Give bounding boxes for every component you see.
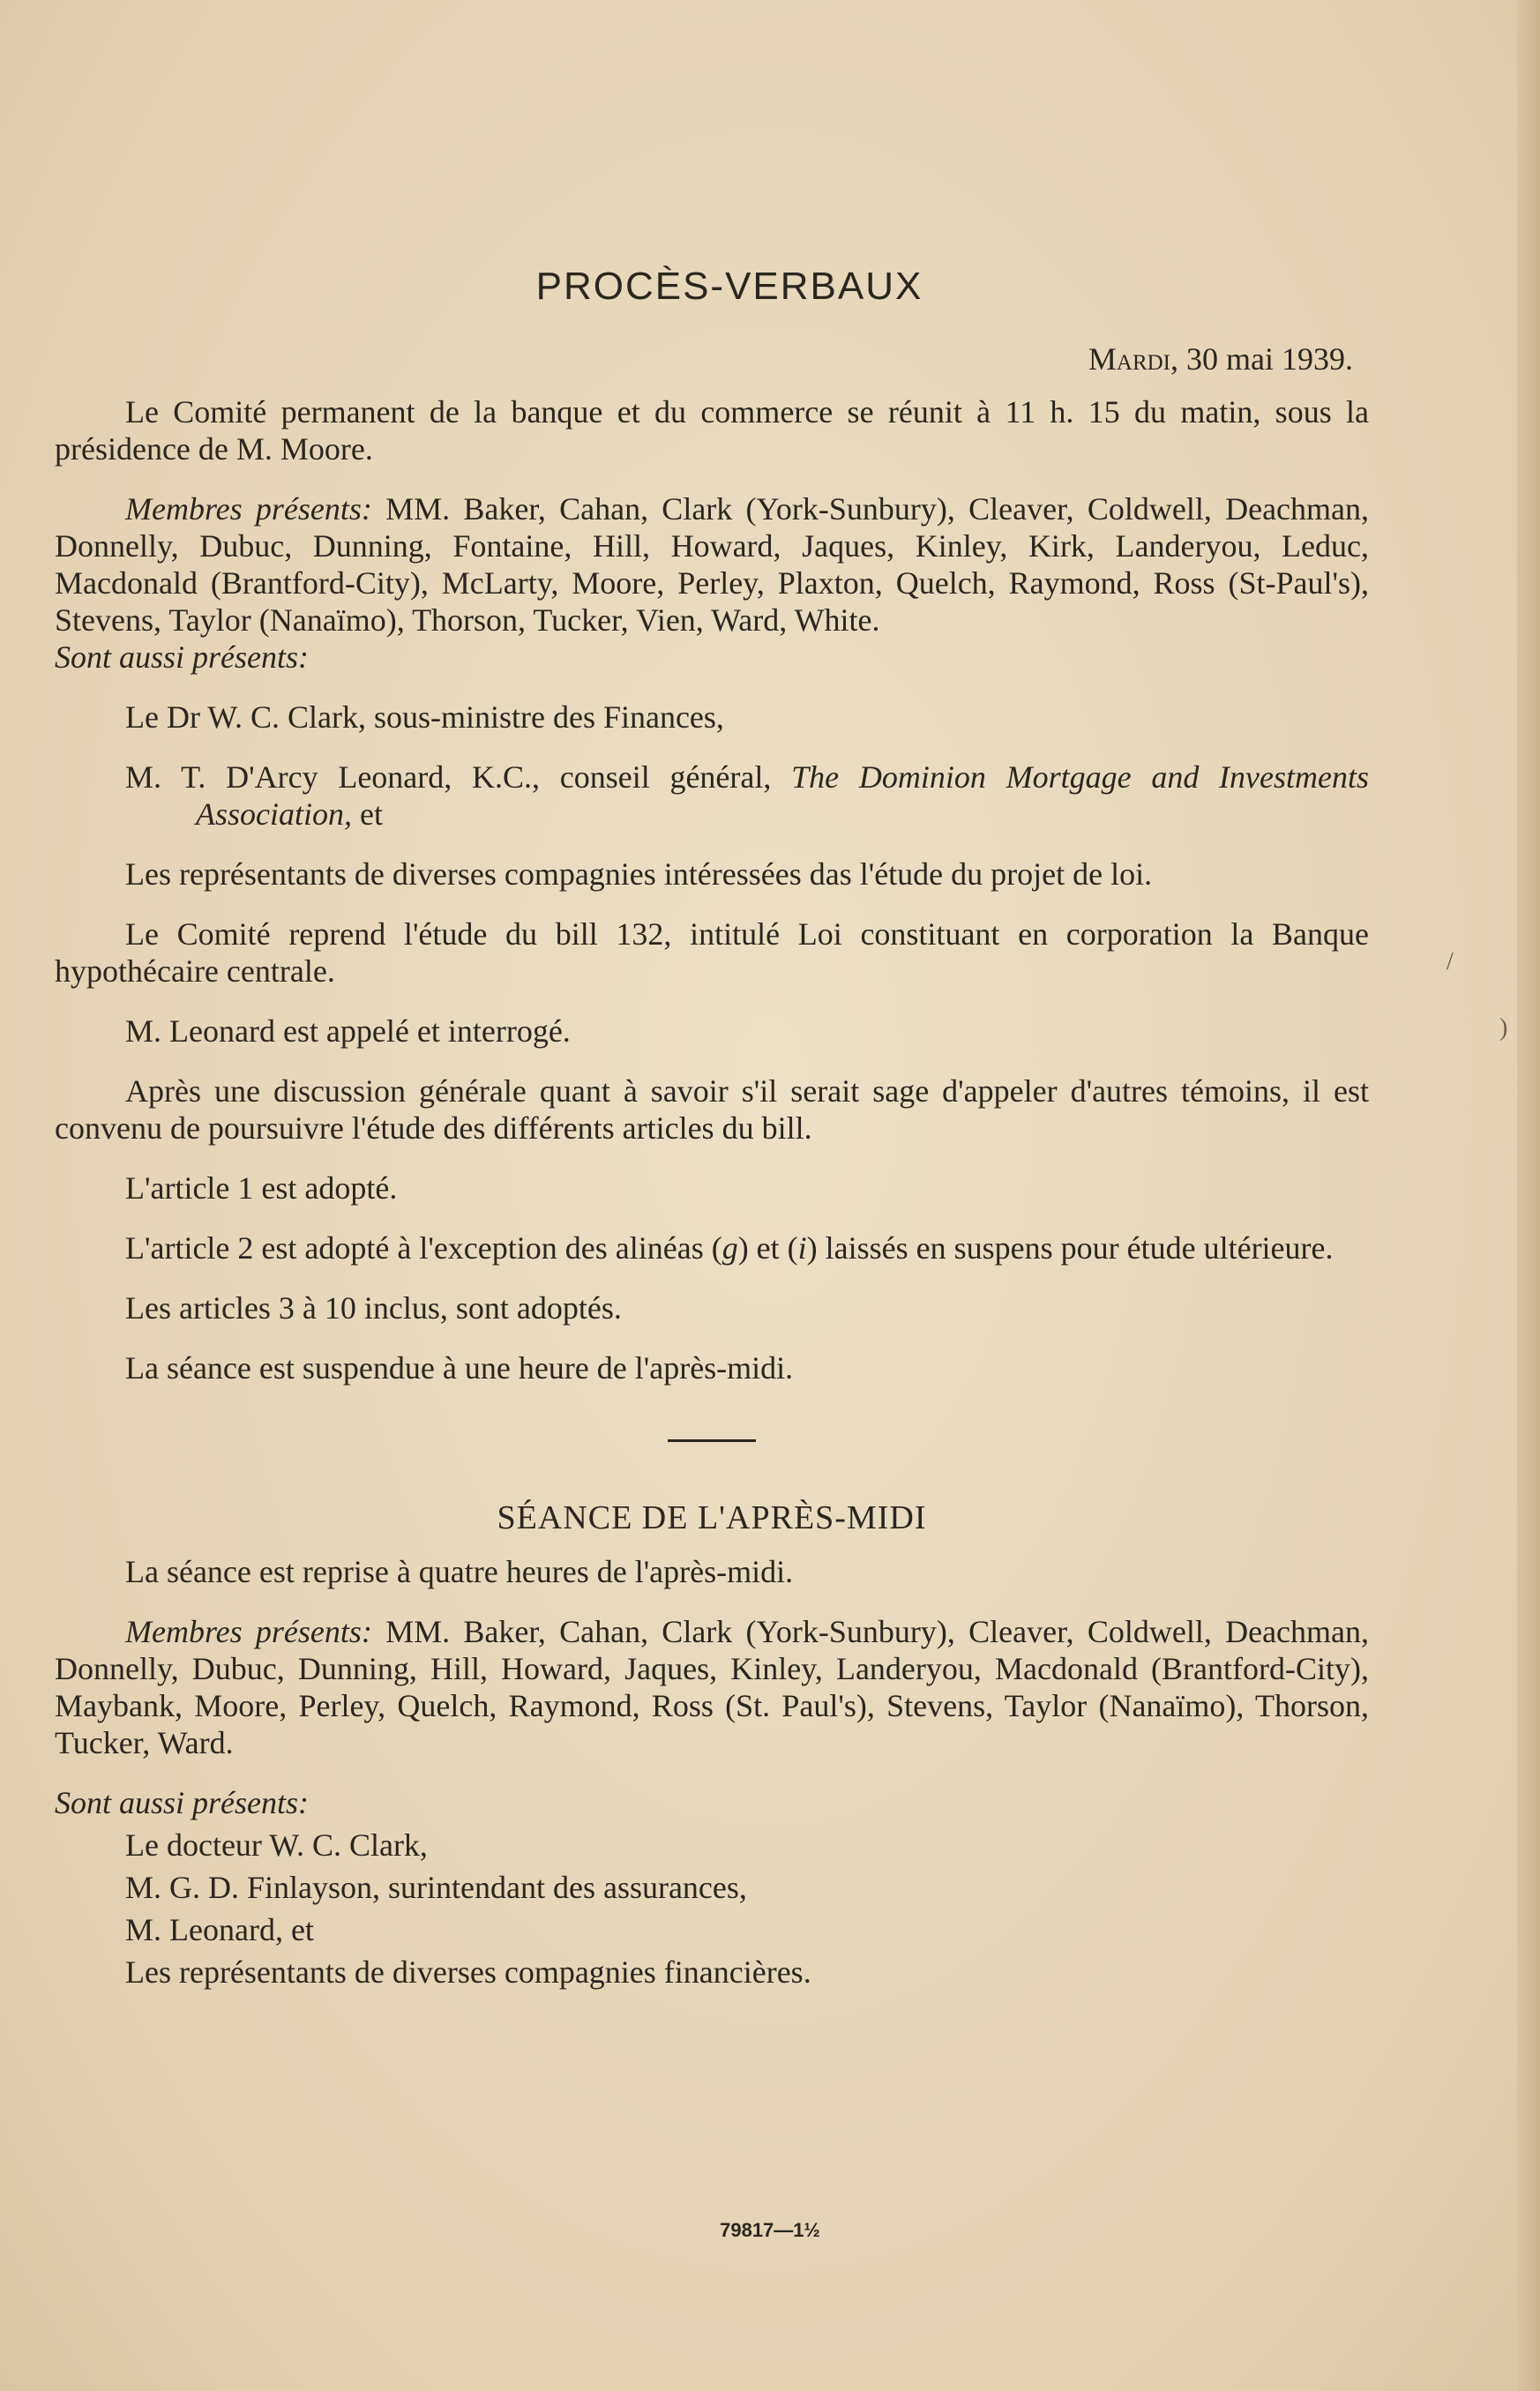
bill-paragraph: Le Comité reprend l'étude du bill 132, intitulé Loi constituant en corporation la Banque hypothécaire centrale. (55, 916, 1369, 989)
article-2-paragraph (55, 1229, 1369, 1266)
attendee-leonard-suffix: et (360, 796, 383, 832)
members-list: MM. Baker, Cahan, Clark (York-Sunbury), Cleaver, Coldwell, Deachman, Donnelly, Dubuc, Dunning, Fontaine, Hill, Howard, Jaques, Kinley, Kirk, Landeryou, Leduc, Macdonald (Brantford-City), McLarty, Moore, Perley, Plaxton, Quelch, Raymond, Ross (St-Paul's), Stevens, Taylor (Nanaïmo), Thorson, Tucker, Vien, Ward, White. (55, 491, 1370, 638)
members-present-paragraph (55, 490, 1369, 639)
attendee-representatives: Les représentants de diverses compagnies intéressées das l'étude du projet de loi. (125, 856, 1153, 892)
also-present-label: Sont aussi présents: (55, 639, 309, 675)
attendee-clark: Le Dr W. C. Clark, sous-ministre des Finances, (125, 699, 724, 735)
discussion-paragraph: Après une discussion générale quant à savoir s'il serait sage d'appeler d'autres témoins, il est convenu de poursuivre l'étude des différents articles du bill. (55, 1073, 1369, 1146)
members-label: Membres présents: (125, 491, 372, 527)
afternoon-attendee-clark: Le docteur W. C. Clark, (125, 1827, 428, 1863)
page-content (55, 265, 1369, 1996)
page-title: PROCÈS-VERBAUX (535, 265, 923, 308)
opening-paragraph: Le Comité permanent de la banque et du commerce se réunit à 11 h. 15 du matin, sous la présidence de M. Moore. (55, 394, 1369, 467)
article-1-paragraph: L'article 1 est adopté. (125, 1170, 398, 1206)
suspension-paragraph: La séance est suspendue à une heure de l'après-midi. (125, 1350, 794, 1386)
alinea-g: g (721, 1230, 738, 1266)
page-edge (1517, 0, 1540, 2391)
association-name: The Dominion Mortgage and Investments Association, (196, 759, 1370, 832)
afternoon-attendee-finlayson: M. G. D. Finlayson, surintendant des assurances, (125, 1870, 747, 1905)
afternoon-attendee-representatives: Les représentants de diverses compagnies financières. (125, 1954, 811, 1990)
printer-code: 79817—1½ (720, 2219, 820, 2241)
date-day: Mardi (1088, 341, 1171, 377)
article-2-text-c: ) laissés en suspens pour étude ultérieure. (806, 1230, 1334, 1266)
articles-3-10-paragraph: Les articles 3 à 10 inclus, sont adoptés. (125, 1290, 622, 1326)
afternoon-members-paragraph (55, 1613, 1369, 1761)
afternoon-attendee-leonard: M. Leonard, et (125, 1912, 314, 1947)
date-rest: , 30 mai 1939. (1170, 341, 1353, 377)
afternoon-members-list: MM. Baker, Cahan, Clark (York-Sunbury), Cleaver, Coldwell, Deachman, Donnelly, Dubuc, Dunning, Hill, Howard, Jaques, Kinley, Landeryou, Macdonald (Brantford-City), Maybank, Moore, Perley, Quelch, Raymond, Ross (St. Paul's), Stevens, Taylor (Nanaïmo), Thorson, Tucker, Ward. (55, 1614, 1370, 1760)
dateline (55, 340, 1353, 377)
article-2-text-a: L'article 2 est adopté à l'exception des alinéas ( (125, 1230, 722, 1266)
leonard-paragraph: M. Leonard est appelé et interrogé. (125, 1013, 571, 1049)
attendee-leonard (55, 758, 1369, 833)
afternoon-opening: La séance est reprise à quatre heures de l'après-midi. (125, 1554, 794, 1589)
afternoon-also-label: Sont aussi présents: (55, 1785, 309, 1820)
section-divider (668, 1439, 756, 1442)
attendee-leonard-text: M. T. D'Arcy Leonard, K.C., conseil général, (125, 759, 772, 795)
afternoon-members-label: Membres présents: (125, 1614, 372, 1649)
margin-mark-2: ) (1499, 1014, 1508, 1042)
afternoon-heading: SÉANCE DE L'APRÈS-MIDI (497, 1499, 927, 1536)
article-2-text-b: ) et ( (737, 1230, 798, 1266)
margin-mark: / (1447, 948, 1454, 975)
alinea-i: i (797, 1230, 807, 1266)
